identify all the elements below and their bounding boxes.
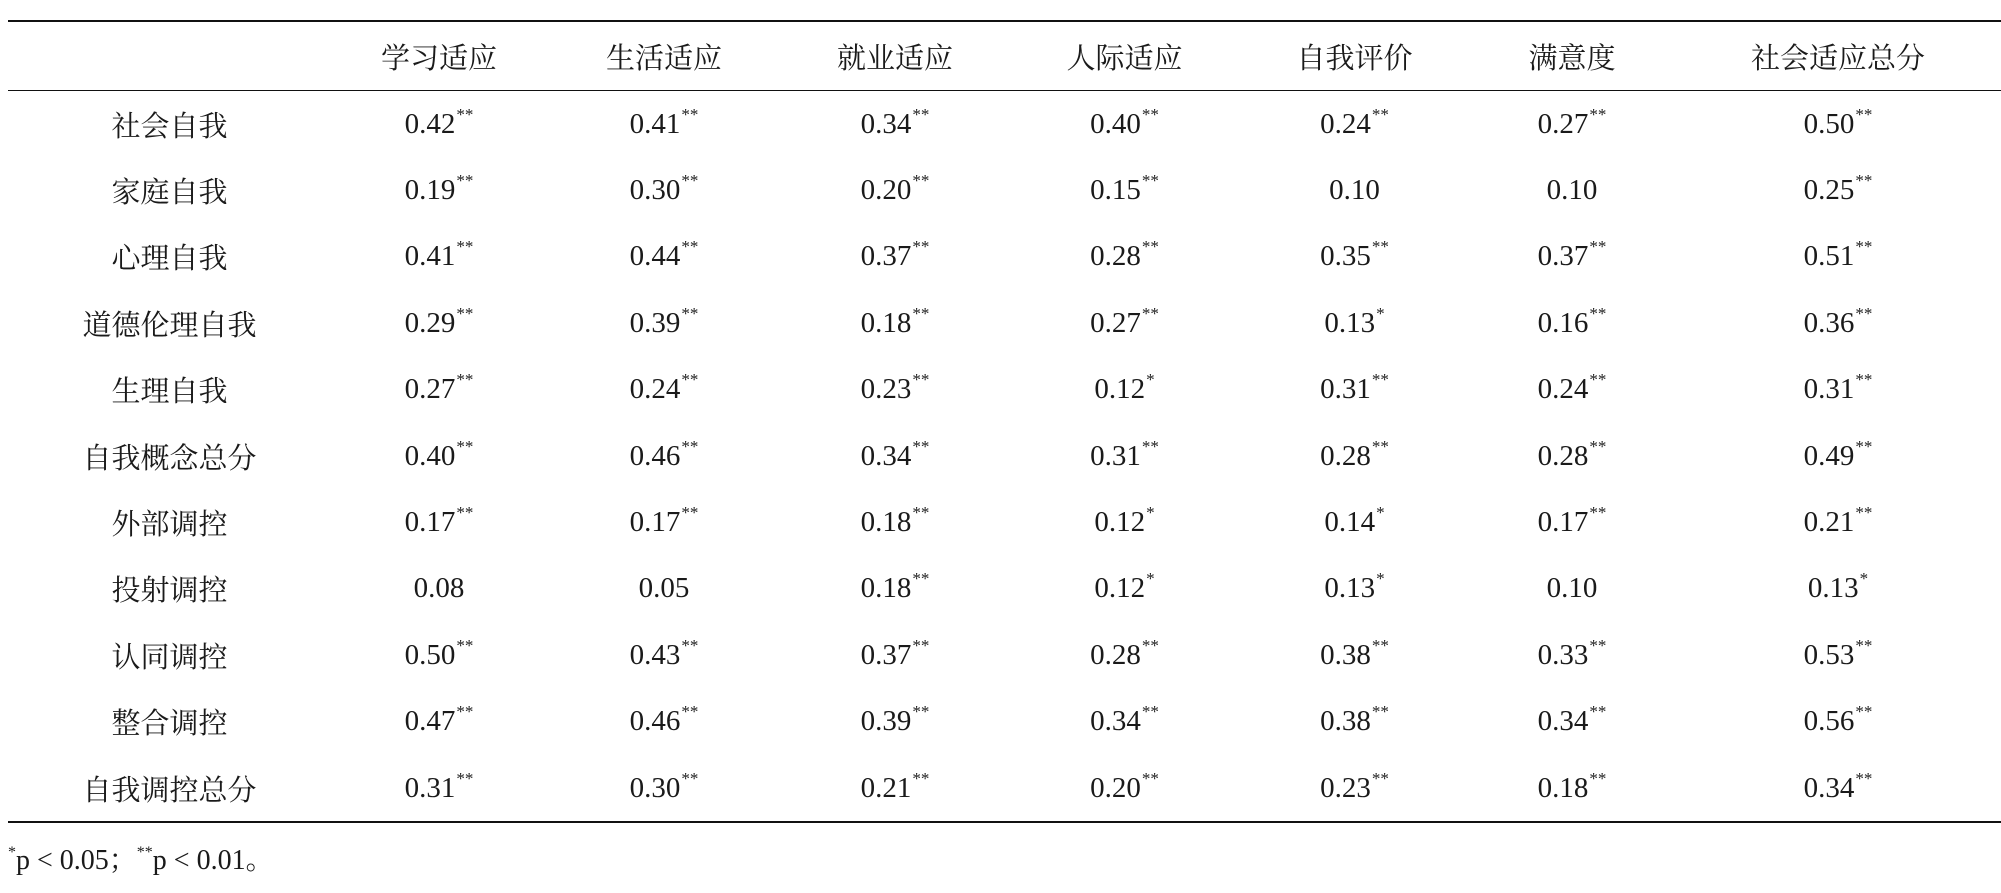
cell-value: 0.34 <box>1803 771 1855 804</box>
cell-value: 0.18 <box>860 306 912 339</box>
significance-marker: ** <box>912 569 930 589</box>
cell-value: 0.21 <box>1803 506 1855 539</box>
row-label: 生理自我 <box>111 376 228 409</box>
cell-value: 0.23 <box>860 373 912 406</box>
significance-marker: ** <box>1371 768 1389 788</box>
table-cell <box>1469 622 1675 688</box>
table-cell <box>781 157 1009 223</box>
cell-value: 0.28 <box>1320 439 1371 472</box>
significance-marker: ** <box>1589 303 1607 323</box>
cell-value: 0.30 <box>629 174 681 207</box>
table-body <box>8 91 2001 823</box>
table-cell <box>547 689 781 755</box>
significance-marker: ** <box>912 370 930 390</box>
table-cell <box>547 91 781 158</box>
significance-marker: ** <box>912 768 930 788</box>
cell-value: 0.46 <box>629 439 681 472</box>
header-corner-cell <box>8 21 331 91</box>
row-label: 道德伦理自我 <box>82 309 257 342</box>
cell-value: 0.13 <box>1324 306 1376 339</box>
table-cell <box>1469 489 1675 555</box>
cell-value: 0.38 <box>1320 638 1371 671</box>
table-cell <box>1469 224 1675 290</box>
significance-marker: ** <box>912 171 930 191</box>
table-cell <box>1469 157 1675 223</box>
cell-value: 0.33 <box>1537 638 1589 671</box>
footnote-text-2: p < 0.01。 <box>152 845 274 876</box>
table-cell <box>547 423 781 489</box>
table-cell <box>1240 357 1469 423</box>
cell-value: 0.14 <box>1324 506 1376 539</box>
significance-marker: ** <box>456 104 474 124</box>
significance-marker: ** <box>1141 171 1159 191</box>
table-cell <box>331 357 547 423</box>
table-cell <box>1009 622 1240 688</box>
cell-value: 0.23 <box>1320 771 1371 804</box>
cell-value: 0.42 <box>404 107 456 140</box>
table-cell <box>1240 755 1469 822</box>
cell-value: 0.20 <box>860 174 912 207</box>
significance-marker: ** <box>456 768 474 788</box>
table-cell <box>1240 622 1469 688</box>
table-cell <box>331 157 547 223</box>
table-cell <box>547 622 781 688</box>
cell-value: 0.27 <box>1537 107 1589 140</box>
significance-marker: ** <box>456 370 474 390</box>
table-cell <box>331 689 547 755</box>
table-row <box>8 755 2001 822</box>
table-cell <box>1675 622 2001 688</box>
table-cell <box>1240 423 1469 489</box>
row-label: 自我调控总分 <box>82 774 257 807</box>
significance-marker: ** <box>1855 370 1873 390</box>
table-cell <box>1240 489 1469 555</box>
table-cell <box>781 357 1009 423</box>
table-cell <box>781 224 1009 290</box>
header-row <box>8 21 2001 91</box>
table-cell <box>547 755 781 822</box>
cell-value: 0.39 <box>629 306 681 339</box>
significance-marker: ** <box>456 635 474 655</box>
cell-value: 0.39 <box>860 705 912 738</box>
table-cell <box>331 423 547 489</box>
table-cell <box>1009 357 1240 423</box>
table-row <box>8 689 2001 755</box>
table-cell <box>1009 290 1240 356</box>
table-cell <box>1009 556 1240 622</box>
significance-marker: ** <box>1371 436 1389 456</box>
cell-value: 0.37 <box>1537 240 1589 273</box>
significance-marker: ** <box>1589 104 1607 124</box>
table-cell <box>1675 489 2001 555</box>
table-cell <box>1009 224 1240 290</box>
table-cell <box>1009 157 1240 223</box>
cell-value: 0.12 <box>1094 506 1146 539</box>
table-cell <box>781 689 1009 755</box>
significance-marker: ** <box>1589 237 1607 257</box>
column-header: 满意度 <box>1528 42 1616 75</box>
cell-value: 0.21 <box>860 771 912 804</box>
table-cell <box>781 755 1009 822</box>
column-header: 学习适应 <box>380 42 497 75</box>
table-cell <box>331 622 547 688</box>
cell-value: 0.41 <box>629 107 681 140</box>
table-cell <box>1009 755 1240 822</box>
table-cell <box>1469 755 1675 822</box>
table-cell <box>547 157 781 223</box>
cell-value: 0.18 <box>860 572 912 605</box>
cell-value: 0.31 <box>404 771 456 804</box>
table-cell <box>331 91 547 158</box>
significance-marker: ** <box>912 635 930 655</box>
table-cell <box>1240 556 1469 622</box>
cell-value: 0.05 <box>638 572 690 605</box>
table-row <box>8 357 2001 423</box>
significance-marker: ** <box>912 303 930 323</box>
cell-value: 0.53 <box>1803 638 1855 671</box>
significance-marker: ** <box>1371 635 1389 655</box>
table-row <box>8 224 2001 290</box>
table-cell <box>331 556 547 622</box>
significance-marker: ** <box>1855 768 1873 788</box>
significance-marker: * <box>1376 303 1385 323</box>
table-cell <box>1469 556 1675 622</box>
significance-marker: ** <box>456 171 474 191</box>
cell-value: 0.13 <box>1324 572 1376 605</box>
table-cell <box>547 556 781 622</box>
significance-marker: * <box>1376 503 1385 523</box>
cell-value: 0.50 <box>1803 107 1855 140</box>
significance-marker: ** <box>1141 104 1159 124</box>
cell-value: 0.34 <box>860 439 912 472</box>
significance-marker: * <box>1376 569 1385 589</box>
cell-value: 0.10 <box>1546 572 1598 605</box>
cell-value: 0.34 <box>1090 705 1141 738</box>
cell-value: 0.30 <box>629 771 681 804</box>
table-cell <box>1240 689 1469 755</box>
significance-marker: ** <box>1141 635 1159 655</box>
table-cell <box>1240 157 1469 223</box>
significance-marker: ** <box>1141 237 1159 257</box>
cell-value: 0.38 <box>1320 705 1371 738</box>
significance-marker: ** <box>456 303 474 323</box>
table-cell <box>547 224 781 290</box>
cell-value: 0.18 <box>860 506 912 539</box>
significance-marker: * <box>1146 503 1155 523</box>
cell-value: 0.27 <box>404 373 456 406</box>
table-cell <box>331 290 547 356</box>
table-header <box>8 21 2001 91</box>
cell-value: 0.37 <box>860 638 912 671</box>
cell-value: 0.12 <box>1094 373 1146 406</box>
cell-value: 0.19 <box>404 174 456 207</box>
significance-marker: ** <box>1855 635 1873 655</box>
table-cell <box>1009 689 1240 755</box>
significance-marker: ** <box>912 436 930 456</box>
row-label: 外部调控 <box>111 509 228 542</box>
cell-value: 0.24 <box>1537 373 1589 406</box>
row-label: 认同调控 <box>111 641 228 674</box>
significance-marker: ** <box>1589 635 1607 655</box>
table-row <box>8 91 2001 158</box>
table-cell <box>1675 91 2001 158</box>
significance-marker: ** <box>1141 768 1159 788</box>
significance-marker: ** <box>1855 436 1873 456</box>
cell-value: 0.35 <box>1320 240 1371 273</box>
footnote-sig-1: * <box>8 844 16 861</box>
table-cell <box>547 489 781 555</box>
significance-marker: ** <box>456 503 474 523</box>
cell-value: 0.34 <box>1537 705 1589 738</box>
table-cell <box>1675 423 2001 489</box>
table-cell <box>1469 290 1675 356</box>
cell-value: 0.15 <box>1090 174 1141 207</box>
cell-value: 0.17 <box>629 506 681 539</box>
cell-value: 0.10 <box>1546 174 1598 207</box>
significance-marker: ** <box>681 635 699 655</box>
significance-marker: ** <box>912 104 930 124</box>
row-label: 社会自我 <box>111 110 228 143</box>
footnote-text-1: p < 0.05； <box>16 845 137 876</box>
significance-marker: ** <box>1855 503 1873 523</box>
cell-value: 0.17 <box>404 506 456 539</box>
table-cell <box>1009 91 1240 158</box>
table-cell <box>1675 224 2001 290</box>
cell-value: 0.43 <box>629 638 681 671</box>
cell-value: 0.31 <box>1320 373 1371 406</box>
cell-value: 0.34 <box>860 107 912 140</box>
table-cell <box>1469 423 1675 489</box>
table-cell <box>1469 689 1675 755</box>
cell-value: 0.31 <box>1090 439 1141 472</box>
column-header: 就业适应 <box>836 42 953 75</box>
table-footnote <box>8 838 274 878</box>
significance-marker: ** <box>912 503 930 523</box>
footnote-sig-2: ** <box>136 844 153 861</box>
table-row <box>8 556 2001 622</box>
significance-marker: ** <box>912 702 930 722</box>
column-header: 自我评价 <box>1296 42 1413 75</box>
table-cell <box>1469 357 1675 423</box>
significance-marker: ** <box>1141 702 1159 722</box>
cell-value: 0.36 <box>1803 306 1855 339</box>
significance-marker: ** <box>1589 370 1607 390</box>
cell-value: 0.56 <box>1803 705 1855 738</box>
table-cell <box>781 489 1009 555</box>
table-cell <box>1240 91 1469 158</box>
correlation-table-container <box>8 20 2001 823</box>
cell-value: 0.12 <box>1094 572 1146 605</box>
significance-marker: ** <box>681 171 699 191</box>
significance-marker: ** <box>1855 237 1873 257</box>
significance-marker: ** <box>681 436 699 456</box>
significance-marker: ** <box>456 702 474 722</box>
cell-value: 0.49 <box>1803 439 1855 472</box>
column-header: 人际适应 <box>1066 42 1183 75</box>
cell-value: 0.24 <box>1320 107 1371 140</box>
table-cell <box>1469 91 1675 158</box>
table-cell <box>1675 755 2001 822</box>
cell-value: 0.50 <box>404 638 456 671</box>
table-cell <box>781 622 1009 688</box>
cell-value: 0.10 <box>1329 174 1380 207</box>
table-cell <box>547 290 781 356</box>
row-label: 自我概念总分 <box>82 442 257 475</box>
significance-marker: ** <box>681 503 699 523</box>
significance-marker: ** <box>456 436 474 456</box>
cell-value: 0.40 <box>1090 107 1141 140</box>
table-cell <box>781 290 1009 356</box>
table-cell <box>1009 489 1240 555</box>
table-cell <box>1675 157 2001 223</box>
significance-marker: ** <box>1141 303 1159 323</box>
table-cell <box>1675 689 2001 755</box>
significance-marker: ** <box>456 237 474 257</box>
cell-value: 0.28 <box>1090 240 1141 273</box>
table-row <box>8 489 2001 555</box>
cell-value: 0.29 <box>404 306 456 339</box>
significance-marker: ** <box>1371 702 1389 722</box>
cell-value: 0.40 <box>404 439 456 472</box>
significance-marker: * <box>1146 569 1155 589</box>
significance-marker: ** <box>1371 370 1389 390</box>
significance-marker: * <box>1859 569 1869 589</box>
cell-value: 0.41 <box>404 240 456 273</box>
significance-marker: ** <box>1371 104 1389 124</box>
significance-marker: ** <box>1589 436 1607 456</box>
significance-marker: ** <box>1589 702 1607 722</box>
table-cell <box>1240 290 1469 356</box>
table-cell <box>781 423 1009 489</box>
correlation-table <box>8 20 2001 823</box>
cell-value: 0.28 <box>1090 638 1141 671</box>
table-row <box>8 157 2001 223</box>
significance-marker: ** <box>1855 104 1873 124</box>
significance-marker: * <box>1146 370 1155 390</box>
row-label: 投射调控 <box>111 575 228 608</box>
cell-value: 0.20 <box>1090 771 1141 804</box>
significance-marker: ** <box>681 237 699 257</box>
cell-value: 0.16 <box>1537 306 1589 339</box>
significance-marker: ** <box>681 303 699 323</box>
table-cell <box>1675 290 2001 356</box>
cell-value: 0.08 <box>413 572 465 605</box>
cell-value: 0.37 <box>860 240 912 273</box>
row-label: 家庭自我 <box>111 177 228 210</box>
cell-value: 0.18 <box>1537 771 1589 804</box>
table-cell <box>781 91 1009 158</box>
cell-value: 0.51 <box>1803 240 1855 273</box>
table-cell <box>1675 556 2001 622</box>
table-cell <box>331 755 547 822</box>
table-row <box>8 622 2001 688</box>
table-cell <box>1675 357 2001 423</box>
significance-marker: ** <box>1589 503 1607 523</box>
column-header: 生活适应 <box>605 42 722 75</box>
row-label: 整合调控 <box>111 708 228 741</box>
table-cell <box>331 224 547 290</box>
cell-value: 0.31 <box>1803 373 1855 406</box>
table-cell <box>1240 224 1469 290</box>
table-cell <box>1009 423 1240 489</box>
cell-value: 0.46 <box>629 705 681 738</box>
cell-value: 0.28 <box>1537 439 1589 472</box>
cell-value: 0.24 <box>629 373 681 406</box>
significance-marker: ** <box>1855 702 1873 722</box>
column-header: 社会适应总分 <box>1750 42 1925 75</box>
table-cell <box>781 556 1009 622</box>
significance-marker: ** <box>912 237 930 257</box>
table-cell <box>331 489 547 555</box>
cell-value: 0.44 <box>629 240 681 273</box>
cell-value: 0.47 <box>404 705 456 738</box>
significance-marker: ** <box>1371 237 1389 257</box>
significance-marker: ** <box>681 104 699 124</box>
row-label: 心理自我 <box>111 243 228 276</box>
significance-marker: ** <box>1855 171 1873 191</box>
cell-value: 0.17 <box>1537 506 1589 539</box>
significance-marker: ** <box>681 702 699 722</box>
cell-value: 0.27 <box>1090 306 1141 339</box>
table-row <box>8 290 2001 356</box>
significance-marker: ** <box>681 370 699 390</box>
cell-value: 0.25 <box>1803 174 1855 207</box>
significance-marker: ** <box>681 768 699 788</box>
significance-marker: ** <box>1855 303 1873 323</box>
table-row <box>8 423 2001 489</box>
significance-marker: ** <box>1589 768 1607 788</box>
cell-value: 0.13 <box>1807 572 1859 605</box>
significance-marker: ** <box>1141 436 1159 456</box>
table-cell <box>547 357 781 423</box>
